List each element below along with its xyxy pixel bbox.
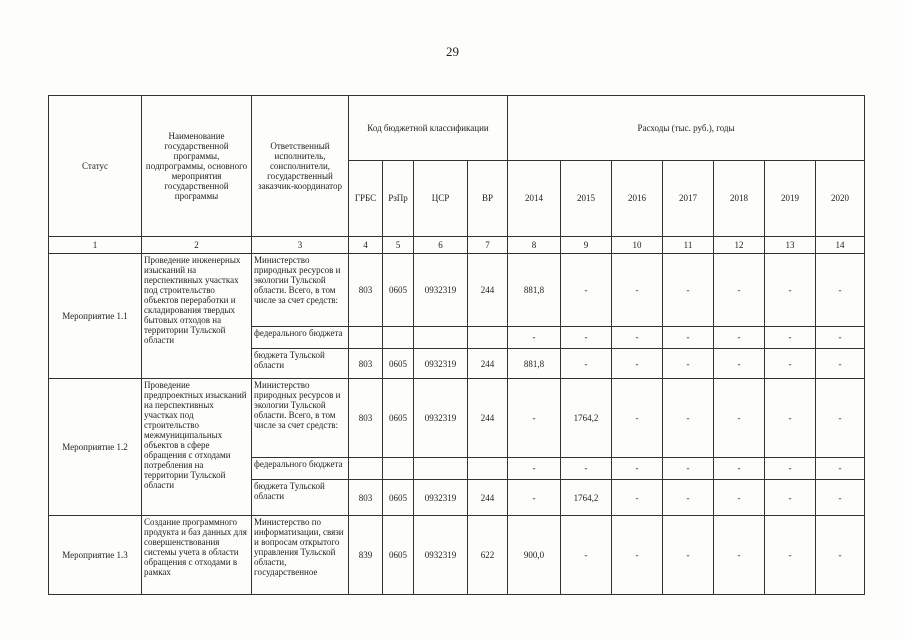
value-cell: - bbox=[765, 349, 816, 379]
value-cell: 900,0 bbox=[508, 516, 561, 595]
value-cell: - bbox=[714, 480, 765, 516]
header-year: 2016 bbox=[612, 160, 663, 237]
value-cell: - bbox=[765, 379, 816, 458]
code-cell: 803 bbox=[349, 254, 383, 327]
responsible-cell: федерального бюджета bbox=[252, 326, 349, 348]
value-cell: - bbox=[612, 457, 663, 479]
ordinal-cell: 1 bbox=[49, 237, 142, 254]
code-cell: 622 bbox=[468, 516, 508, 595]
responsible-cell: бюджета Тульской области bbox=[252, 480, 349, 516]
code-cell: 244 bbox=[468, 349, 508, 379]
header-grbs: ГРБС bbox=[349, 160, 383, 237]
code-cell: 803 bbox=[349, 379, 383, 458]
ordinal-cell: 7 bbox=[468, 237, 508, 254]
value-cell: - bbox=[714, 349, 765, 379]
header-budget-code: Код бюджетной классификации bbox=[349, 96, 508, 161]
value-cell: 881,8 bbox=[508, 349, 561, 379]
code-cell bbox=[468, 457, 508, 479]
header-status: Статус bbox=[49, 96, 142, 237]
measure-name: Проведение предпроектных изысканий на перспективных участках под строительство межмуниципальных объектов в сфере обращения с отходами потребления на территории Тульской области bbox=[142, 379, 252, 516]
value-cell: - bbox=[714, 326, 765, 348]
header-year: 2015 bbox=[561, 160, 612, 237]
value-cell: - bbox=[612, 516, 663, 595]
value-cell: - bbox=[816, 379, 865, 458]
code-cell: 0605 bbox=[383, 349, 414, 379]
table-row bbox=[49, 516, 865, 595]
value-cell: - bbox=[663, 480, 714, 516]
value-cell: - bbox=[612, 326, 663, 348]
code-cell: 0932319 bbox=[414, 516, 468, 595]
ordinal-cell: 13 bbox=[765, 237, 816, 254]
header-year: 2020 bbox=[816, 160, 865, 237]
header-expenses: Расходы (тыс. руб.), годы bbox=[508, 96, 865, 161]
value-cell: - bbox=[714, 516, 765, 595]
value-cell: - bbox=[508, 326, 561, 348]
ordinal-cell: 5 bbox=[383, 237, 414, 254]
responsible-cell: федерального бюджета bbox=[252, 457, 349, 479]
ordinal-cell: 8 bbox=[508, 237, 561, 254]
budget-table bbox=[48, 95, 865, 595]
measure-status: Мероприятие 1.2 bbox=[49, 379, 142, 516]
ordinal-cell: 9 bbox=[561, 237, 612, 254]
value-cell: - bbox=[663, 326, 714, 348]
header-year: 2019 bbox=[765, 160, 816, 237]
ordinal-cell: 14 bbox=[816, 237, 865, 254]
value-cell: - bbox=[816, 480, 865, 516]
ordinal-cell: 2 bbox=[142, 237, 252, 254]
header-rzpr: РзПр bbox=[383, 160, 414, 237]
code-cell: 244 bbox=[468, 254, 508, 327]
value-cell: 1764,2 bbox=[561, 379, 612, 458]
value-cell: - bbox=[663, 379, 714, 458]
value-cell: - bbox=[765, 326, 816, 348]
responsible-cell: Министерство природных ресурсов и экологии Тульской области. Всего, в том числе за счет средств: bbox=[252, 254, 349, 327]
value-cell: 881,8 bbox=[508, 254, 561, 327]
value-cell: - bbox=[561, 516, 612, 595]
value-cell: - bbox=[765, 254, 816, 327]
header-year: 2017 bbox=[663, 160, 714, 237]
value-cell: - bbox=[765, 480, 816, 516]
ordinal-cell: 3 bbox=[252, 237, 349, 254]
ordinal-cell: 4 bbox=[349, 237, 383, 254]
value-cell: - bbox=[508, 480, 561, 516]
code-cell: 244 bbox=[468, 480, 508, 516]
measure-name: Проведение инженерных изысканий на перспективных участках под строительство объектов переработки и складирования твердых бытовых отходов на территории Тульской области bbox=[142, 254, 252, 379]
code-cell bbox=[414, 457, 468, 479]
header-responsible: Ответственный исполнитель, соисполнители, государственный заказчик-координатор bbox=[252, 96, 349, 237]
value-cell: - bbox=[663, 254, 714, 327]
value-cell: - bbox=[612, 349, 663, 379]
measure-name: Создание программного продукта и баз данных для совершенствования системы учета в области обращения с отходами в рамках bbox=[142, 516, 252, 595]
header-vr: ВР bbox=[468, 160, 508, 237]
responsible-cell: Министерство по информатизации, связи и вопросам открытого управления Тульской области, государственное bbox=[252, 516, 349, 595]
value-cell: - bbox=[714, 379, 765, 458]
value-cell: - bbox=[561, 457, 612, 479]
header-year: 2014 bbox=[508, 160, 561, 237]
value-cell: - bbox=[612, 254, 663, 327]
ordinal-cell: 12 bbox=[714, 237, 765, 254]
header-csr: ЦСР bbox=[414, 160, 468, 237]
code-cell: 0932319 bbox=[414, 254, 468, 327]
code-cell bbox=[383, 326, 414, 348]
code-cell bbox=[349, 457, 383, 479]
responsible-cell: Министерство природных ресурсов и экологии Тульской области. Всего, в том числе за счет средств: bbox=[252, 379, 349, 458]
code-cell bbox=[383, 457, 414, 479]
code-cell: 0605 bbox=[383, 480, 414, 516]
code-cell: 244 bbox=[468, 379, 508, 458]
code-cell: 0932319 bbox=[414, 480, 468, 516]
value-cell: - bbox=[816, 516, 865, 595]
header-year: 2018 bbox=[714, 160, 765, 237]
measure-status: Мероприятие 1.1 bbox=[49, 254, 142, 379]
value-cell: - bbox=[561, 326, 612, 348]
code-cell: 0605 bbox=[383, 254, 414, 327]
code-cell: 0605 bbox=[383, 516, 414, 595]
value-cell: - bbox=[663, 516, 714, 595]
code-cell bbox=[468, 326, 508, 348]
value-cell: - bbox=[765, 457, 816, 479]
responsible-cell: бюджета Тульской области bbox=[252, 349, 349, 379]
value-cell: - bbox=[561, 349, 612, 379]
code-cell bbox=[349, 326, 383, 348]
table-row bbox=[49, 379, 865, 458]
code-cell: 803 bbox=[349, 480, 383, 516]
code-cell: 803 bbox=[349, 349, 383, 379]
code-cell: 0605 bbox=[383, 379, 414, 458]
value-cell: - bbox=[765, 516, 816, 595]
code-cell: 0932319 bbox=[414, 349, 468, 379]
code-cell: 0932319 bbox=[414, 379, 468, 458]
value-cell: - bbox=[816, 326, 865, 348]
value-cell: - bbox=[714, 457, 765, 479]
page-number: 29 bbox=[446, 44, 459, 59]
value-cell: - bbox=[663, 457, 714, 479]
value-cell: - bbox=[816, 349, 865, 379]
value-cell: - bbox=[816, 457, 865, 479]
value-cell: - bbox=[612, 480, 663, 516]
measure-status: Мероприятие 1.3 bbox=[49, 516, 142, 595]
value-cell: - bbox=[663, 349, 714, 379]
ordinal-cell: 6 bbox=[414, 237, 468, 254]
value-cell: - bbox=[561, 254, 612, 327]
value-cell: - bbox=[508, 379, 561, 458]
table-row bbox=[49, 254, 865, 327]
ordinal-cell: 11 bbox=[663, 237, 714, 254]
value-cell: - bbox=[508, 457, 561, 479]
header-name: Наименование государственной программы, подпрограммы, основного мероприятия государственной программы bbox=[142, 96, 252, 237]
code-cell: 839 bbox=[349, 516, 383, 595]
value-cell: - bbox=[816, 254, 865, 327]
value-cell: 1764,2 bbox=[561, 480, 612, 516]
ordinal-cell: 10 bbox=[612, 237, 663, 254]
value-cell: - bbox=[714, 254, 765, 327]
code-cell bbox=[414, 326, 468, 348]
ordinal-row bbox=[49, 237, 865, 254]
value-cell: - bbox=[612, 379, 663, 458]
